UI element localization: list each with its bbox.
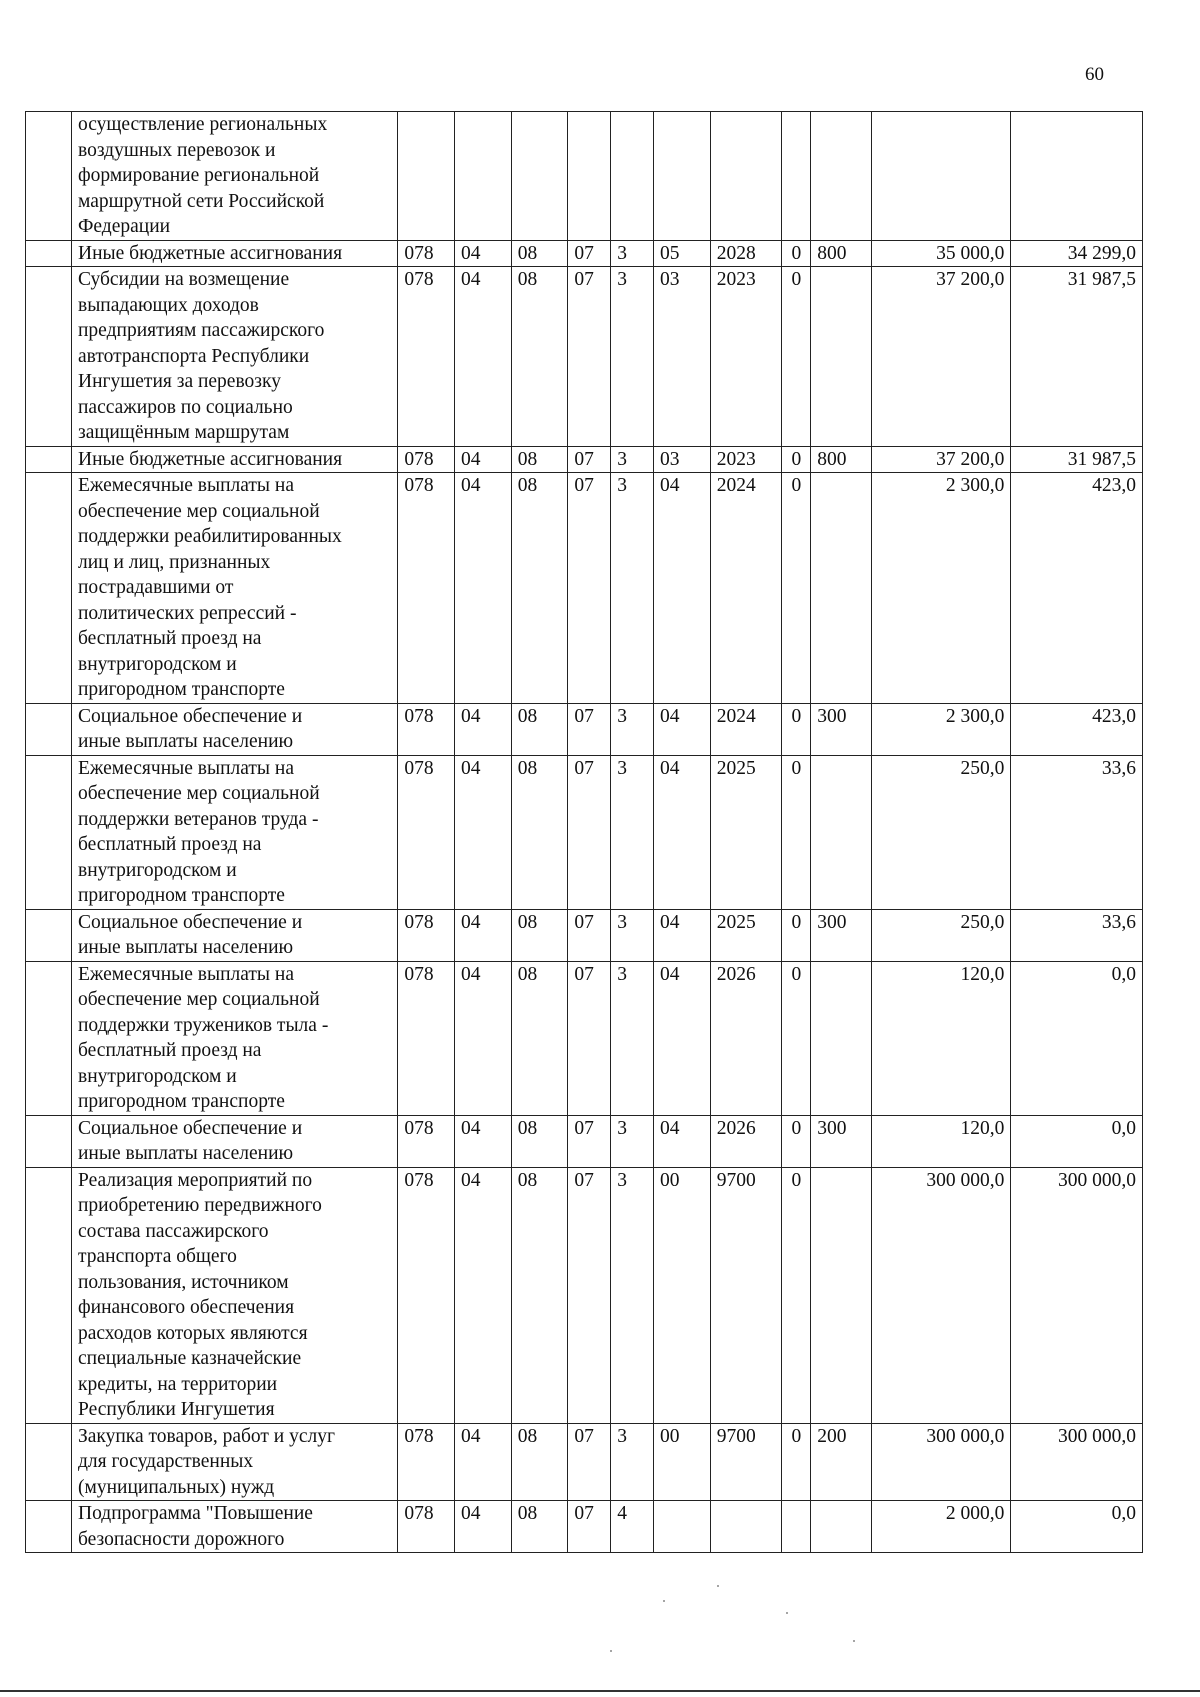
description-cell: Подпрограмма "Повышение безопасности дорожного <box>72 1501 398 1553</box>
planned-amount-cell: 37 200,0 <box>872 267 1011 447</box>
section-code-cell: 04 <box>455 1167 512 1423</box>
section-code-cell: 04 <box>455 703 512 755</box>
planned-amount-cell: 120,0 <box>872 961 1011 1115</box>
subsection-code-cell: 08 <box>511 446 568 473</box>
direction-code-cell: 2025 <box>710 909 782 961</box>
program-code-cell: 07 <box>568 909 611 961</box>
extra-code-cell <box>782 112 811 241</box>
planned-amount-cell: 250,0 <box>872 909 1011 961</box>
main-event-code-cell: 04 <box>654 1115 711 1167</box>
program-code-cell: 07 <box>568 267 611 447</box>
expense-type-code-cell: 800 <box>811 446 872 473</box>
subsection-code-cell <box>511 112 568 241</box>
expense-type-code-cell <box>811 267 872 447</box>
extra-code-cell: 0 <box>782 240 811 267</box>
admin-code-cell: 078 <box>398 1423 455 1501</box>
direction-code-cell: 2023 <box>710 446 782 473</box>
table-body <box>26 112 1143 1553</box>
main-event-code-cell: 03 <box>654 267 711 447</box>
section-code-cell: 04 <box>455 446 512 473</box>
direction-code-cell: 2025 <box>710 755 782 909</box>
row-number-cell <box>26 267 72 447</box>
expense-type-code-cell: 300 <box>811 1115 872 1167</box>
table-row <box>26 112 1143 241</box>
admin-code-cell: 078 <box>398 703 455 755</box>
program-code-cell: 07 <box>568 755 611 909</box>
direction-code-cell: 2026 <box>710 961 782 1115</box>
program-code-cell: 07 <box>568 473 611 704</box>
subprogram-code-cell: 4 <box>611 1501 654 1553</box>
expense-type-code-cell: 200 <box>811 1423 872 1501</box>
planned-amount-cell: 35 000,0 <box>872 240 1011 267</box>
admin-code-cell: 078 <box>398 473 455 704</box>
description-cell: Закупка товаров, работ и услуг для государственных (муниципальных) нужд <box>72 1423 398 1501</box>
extra-code-cell: 0 <box>782 1423 811 1501</box>
subsection-code-cell: 08 <box>511 755 568 909</box>
row-number-cell <box>26 1115 72 1167</box>
executed-amount-cell: 300 000,0 <box>1011 1423 1143 1501</box>
expense-type-code-cell <box>811 1501 872 1553</box>
row-number-cell <box>26 473 72 704</box>
main-event-code-cell: 04 <box>654 473 711 704</box>
row-number-cell <box>26 755 72 909</box>
budget-table <box>25 111 1143 1553</box>
description-cell: Субсидии на возмещение выпадающих доходов предприятиям пассажирского автотранспорта Республики Ингушетия за перевозку пассажиров по социально защищённым маршрутам <box>72 267 398 447</box>
subprogram-code-cell: 3 <box>611 703 654 755</box>
expense-type-code-cell: 300 <box>811 909 872 961</box>
table-row <box>26 755 1143 909</box>
subprogram-code-cell: 3 <box>611 909 654 961</box>
scan-speck <box>610 1650 612 1652</box>
program-code-cell: 07 <box>568 1167 611 1423</box>
expense-type-code-cell: 800 <box>811 240 872 267</box>
subprogram-code-cell: 3 <box>611 1423 654 1501</box>
row-number-cell <box>26 961 72 1115</box>
planned-amount-cell: 2 000,0 <box>872 1501 1011 1553</box>
extra-code-cell: 0 <box>782 446 811 473</box>
description-cell: Социальное обеспечение и иные выплаты населению <box>72 1115 398 1167</box>
table-row <box>26 1423 1143 1501</box>
extra-code-cell: 0 <box>782 473 811 704</box>
admin-code-cell: 078 <box>398 1501 455 1553</box>
description-cell: Ежемесячные выплаты на обеспечение мер социальной поддержки тружеников тыла - бесплатный проезд на внутригородском и пригородном транспорте <box>72 961 398 1115</box>
extra-code-cell: 0 <box>782 755 811 909</box>
table-row <box>26 1167 1143 1423</box>
program-code-cell: 07 <box>568 240 611 267</box>
main-event-code-cell <box>654 112 711 241</box>
extra-code-cell: 0 <box>782 267 811 447</box>
extra-code-cell <box>782 1501 811 1553</box>
executed-amount-cell: 33,6 <box>1011 909 1143 961</box>
extra-code-cell: 0 <box>782 703 811 755</box>
page-edge-line <box>0 1690 1200 1692</box>
main-event-code-cell: 04 <box>654 909 711 961</box>
planned-amount-cell: 250,0 <box>872 755 1011 909</box>
extra-code-cell: 0 <box>782 961 811 1115</box>
table-row <box>26 1501 1143 1553</box>
table-row <box>26 240 1143 267</box>
planned-amount-cell: 300 000,0 <box>872 1423 1011 1501</box>
planned-amount-cell: 300 000,0 <box>872 1167 1011 1423</box>
admin-code-cell: 078 <box>398 755 455 909</box>
main-event-code-cell: 04 <box>654 961 711 1115</box>
admin-code-cell: 078 <box>398 240 455 267</box>
section-code-cell: 04 <box>455 267 512 447</box>
main-event-code-cell: 05 <box>654 240 711 267</box>
subprogram-code-cell <box>611 112 654 241</box>
extra-code-cell: 0 <box>782 1167 811 1423</box>
program-code-cell: 07 <box>568 703 611 755</box>
admin-code-cell <box>398 112 455 241</box>
expense-type-code-cell <box>811 473 872 704</box>
program-code-cell: 07 <box>568 1501 611 1553</box>
executed-amount-cell: 0,0 <box>1011 1115 1143 1167</box>
admin-code-cell: 078 <box>398 267 455 447</box>
table-row <box>26 446 1143 473</box>
expense-type-code-cell <box>811 961 872 1115</box>
section-code-cell: 04 <box>455 755 512 909</box>
subprogram-code-cell: 3 <box>611 1167 654 1423</box>
direction-code-cell: 2024 <box>710 703 782 755</box>
expense-type-code-cell <box>811 1167 872 1423</box>
subsection-code-cell: 08 <box>511 1167 568 1423</box>
program-code-cell: 07 <box>568 446 611 473</box>
expense-type-code-cell <box>811 112 872 241</box>
admin-code-cell: 078 <box>398 1167 455 1423</box>
table-row <box>26 267 1143 447</box>
main-event-code-cell: 00 <box>654 1167 711 1423</box>
section-code-cell: 04 <box>455 1423 512 1501</box>
admin-code-cell: 078 <box>398 446 455 473</box>
row-number-cell <box>26 909 72 961</box>
main-event-code-cell: 03 <box>654 446 711 473</box>
section-code-cell: 04 <box>455 473 512 704</box>
main-event-code-cell: 04 <box>654 755 711 909</box>
extra-code-cell: 0 <box>782 909 811 961</box>
executed-amount-cell: 31 987,5 <box>1011 267 1143 447</box>
subprogram-code-cell: 3 <box>611 961 654 1115</box>
executed-amount-cell: 33,6 <box>1011 755 1143 909</box>
scan-speck <box>663 1600 665 1602</box>
row-number-cell <box>26 112 72 241</box>
subsection-code-cell: 08 <box>511 1115 568 1167</box>
main-event-code-cell <box>654 1501 711 1553</box>
direction-code-cell <box>710 112 782 241</box>
subsection-code-cell: 08 <box>511 1501 568 1553</box>
direction-code-cell: 2028 <box>710 240 782 267</box>
subprogram-code-cell: 3 <box>611 267 654 447</box>
subprogram-code-cell: 3 <box>611 473 654 704</box>
row-number-cell <box>26 240 72 267</box>
description-cell: Реализация мероприятий по приобретению передвижного состава пассажирского транспорта общего пользования, источником финансового обеспечения расходов которых являются специальные казначейские кредиты, на территории Республики Ингушетия <box>72 1167 398 1423</box>
extra-code-cell: 0 <box>782 1115 811 1167</box>
program-code-cell: 07 <box>568 1115 611 1167</box>
executed-amount-cell: 423,0 <box>1011 703 1143 755</box>
description-cell: осуществление региональных воздушных перевозок и формирование региональной маршрутной сети Российской Федерации <box>72 112 398 241</box>
table-row <box>26 961 1143 1115</box>
subprogram-code-cell: 3 <box>611 1115 654 1167</box>
admin-code-cell: 078 <box>398 909 455 961</box>
description-cell: Социальное обеспечение и иные выплаты населению <box>72 909 398 961</box>
planned-amount-cell: 2 300,0 <box>872 473 1011 704</box>
executed-amount-cell: 300 000,0 <box>1011 1167 1143 1423</box>
description-cell: Иные бюджетные ассигнования <box>72 446 398 473</box>
direction-code-cell: 9700 <box>710 1423 782 1501</box>
subsection-code-cell: 08 <box>511 473 568 704</box>
executed-amount-cell: 34 299,0 <box>1011 240 1143 267</box>
row-number-cell <box>26 446 72 473</box>
subsection-code-cell: 08 <box>511 1423 568 1501</box>
direction-code-cell: 2023 <box>710 267 782 447</box>
section-code-cell: 04 <box>455 1115 512 1167</box>
row-number-cell <box>26 1423 72 1501</box>
table-row <box>26 473 1143 704</box>
executed-amount-cell: 0,0 <box>1011 961 1143 1115</box>
program-code-cell <box>568 112 611 241</box>
executed-amount-cell: 423,0 <box>1011 473 1143 704</box>
planned-amount-cell <box>872 112 1011 241</box>
program-code-cell: 07 <box>568 961 611 1115</box>
scan-speck <box>717 1585 719 1587</box>
direction-code-cell: 2026 <box>710 1115 782 1167</box>
executed-amount-cell <box>1011 112 1143 241</box>
direction-code-cell <box>710 1501 782 1553</box>
section-code-cell: 04 <box>455 961 512 1115</box>
table-row <box>26 909 1143 961</box>
executed-amount-cell: 31 987,5 <box>1011 446 1143 473</box>
row-number-cell <box>26 1501 72 1553</box>
admin-code-cell: 078 <box>398 961 455 1115</box>
subprogram-code-cell: 3 <box>611 240 654 267</box>
page-number: 60 <box>1085 64 1104 85</box>
subsection-code-cell: 08 <box>511 703 568 755</box>
planned-amount-cell: 2 300,0 <box>872 703 1011 755</box>
subsection-code-cell: 08 <box>511 961 568 1115</box>
main-event-code-cell: 00 <box>654 1423 711 1501</box>
planned-amount-cell: 120,0 <box>872 1115 1011 1167</box>
expense-type-code-cell <box>811 755 872 909</box>
subsection-code-cell: 08 <box>511 240 568 267</box>
direction-code-cell: 9700 <box>710 1167 782 1423</box>
description-cell: Социальное обеспечение и иные выплаты населению <box>72 703 398 755</box>
scan-speck <box>786 1612 788 1614</box>
main-event-code-cell: 04 <box>654 703 711 755</box>
table-row <box>26 1115 1143 1167</box>
section-code-cell: 04 <box>455 240 512 267</box>
subsection-code-cell: 08 <box>511 909 568 961</box>
executed-amount-cell: 0,0 <box>1011 1501 1143 1553</box>
subprogram-code-cell: 3 <box>611 446 654 473</box>
section-code-cell: 04 <box>455 1501 512 1553</box>
scan-speck <box>853 1640 855 1642</box>
program-code-cell: 07 <box>568 1423 611 1501</box>
expense-type-code-cell: 300 <box>811 703 872 755</box>
admin-code-cell: 078 <box>398 1115 455 1167</box>
direction-code-cell: 2024 <box>710 473 782 704</box>
planned-amount-cell: 37 200,0 <box>872 446 1011 473</box>
description-cell: Ежемесячные выплаты на обеспечение мер социальной поддержки реабилитированных лиц и лиц, признанных пострадавшими от политических репрессий - бесплатный проезд на внутригородском и пригородном транспорте <box>72 473 398 704</box>
section-code-cell <box>455 112 512 241</box>
description-cell: Ежемесячные выплаты на обеспечение мер социальной поддержки ветеранов труда - бесплатный проезд на внутригородском и пригородном транспорте <box>72 755 398 909</box>
row-number-cell <box>26 703 72 755</box>
row-number-cell <box>26 1167 72 1423</box>
subsection-code-cell: 08 <box>511 267 568 447</box>
table-row <box>26 703 1143 755</box>
section-code-cell: 04 <box>455 909 512 961</box>
subprogram-code-cell: 3 <box>611 755 654 909</box>
description-cell: Иные бюджетные ассигнования <box>72 240 398 267</box>
